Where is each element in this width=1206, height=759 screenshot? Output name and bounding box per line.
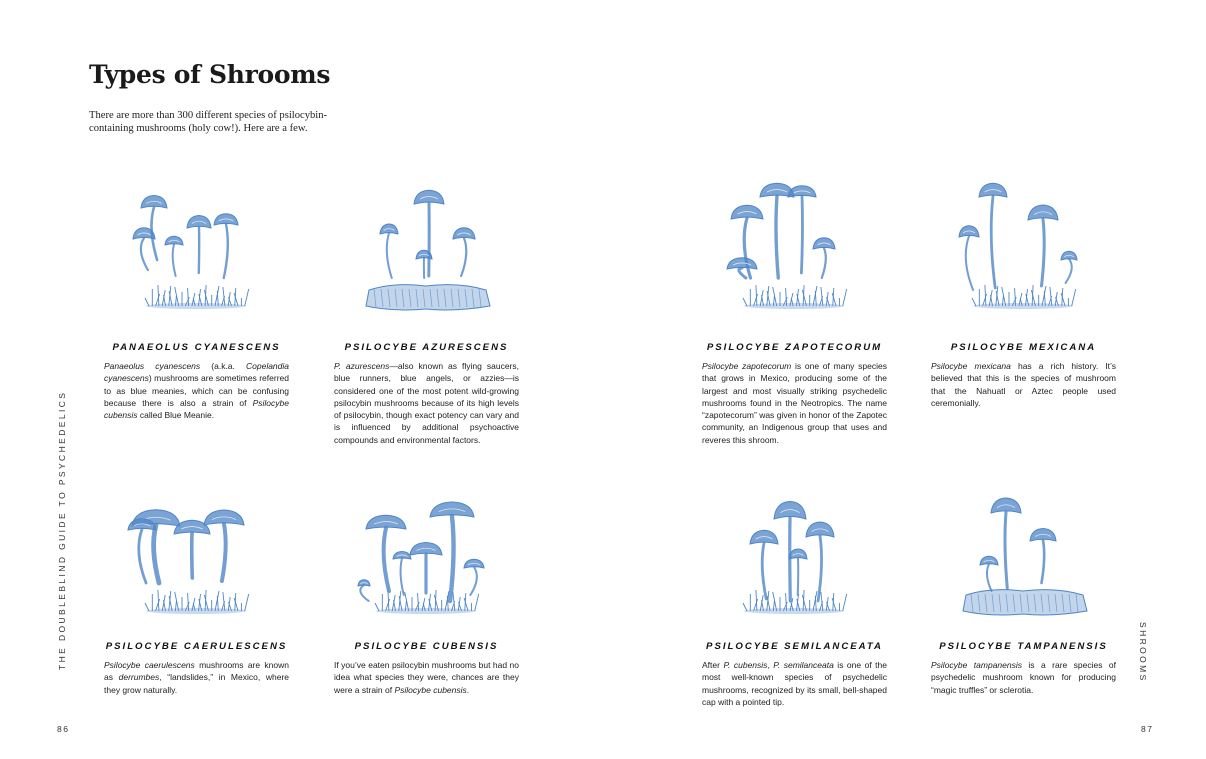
mushroom-stem: [1042, 219, 1045, 286]
species-name: PSILOCYBE ZAPOTECORUM: [706, 342, 883, 353]
grass-blade: [145, 603, 149, 611]
mushroom-stem: [991, 196, 995, 288]
species-name: PSILOCYBE CAERULESCENS: [105, 641, 288, 652]
mushroom-cap: [979, 183, 1007, 197]
page-number-right: 87: [1141, 724, 1154, 734]
ground-shadow: [146, 303, 246, 309]
mushroom-stem: [966, 236, 973, 290]
mushroom-stem: [387, 233, 392, 278]
grass-blade: [743, 603, 747, 611]
mushroom-stem: [801, 196, 802, 273]
species-name: PANAEOLUS CYANESCENS: [112, 342, 281, 353]
italic-text: Psilocybe cubensis: [394, 684, 467, 695]
mushroom-cap: [788, 186, 816, 197]
ground-shadow: [376, 608, 476, 614]
mushroom-illustration-icon: [931, 483, 1116, 633]
mushroom-cap: [1030, 529, 1056, 542]
grass-blade: [388, 590, 389, 611]
grass-blade: [245, 289, 249, 306]
mushroom-stem: [222, 524, 226, 581]
mushroom-illustration-icon: [702, 483, 887, 633]
mushroom-cap: [813, 238, 835, 249]
mushroom-stem: [139, 529, 146, 583]
mushroom-stem: [154, 525, 159, 583]
grass-blade: [1072, 289, 1076, 306]
body-text: .: [466, 684, 470, 695]
mushroom-stem: [384, 528, 389, 591]
body-text: called Blue Meanie.: [137, 410, 215, 421]
species-description: [702, 360, 887, 446]
grass-blade: [375, 603, 379, 611]
mushroom-cap: [774, 502, 806, 520]
body-text: is one of many species that grows in Mexico, producing some of the largest and most visually striking psychedelic mushrooms found in the Neotropics. The name “zapotecorum” was given in honor of the Zapotec community, an Indigenous group that uses and reveres this shroom.: [702, 361, 887, 445]
mushroom-cap: [731, 205, 763, 219]
body-text: —also known as flying saucers, blue runners, blue angels, or azzies—is considered one of the most potent wild-growing psilocybin mushrooms because of its high levels of psilocybin, though exact potency can vary and is influenced by additional psychoactive compounds and environmental factors.: [334, 361, 519, 445]
body-text: (a.k.a.: [200, 361, 246, 371]
species-description: [334, 659, 519, 696]
mushroom-stem: [1042, 540, 1045, 583]
mushroom-cap: [141, 196, 167, 209]
mushroom-stem: [141, 238, 148, 270]
grass-blade: [843, 594, 847, 611]
mushroom-cap: [991, 498, 1021, 513]
mushroom-illustration-icon: [104, 483, 289, 633]
mushroom-illustration-icon: [334, 178, 519, 328]
mushroom-stem: [1005, 512, 1007, 588]
mushroom-illustration-icon: [702, 178, 887, 328]
mushroom-cap: [727, 258, 757, 269]
mushroom-stem: [470, 567, 476, 595]
body-text: After: [702, 660, 724, 670]
species-description: [104, 659, 289, 696]
body-text: , “landslides,” in Mexico, where they grow naturally.: [104, 672, 289, 695]
mushroom-cap: [204, 510, 244, 525]
mushroom-stem: [173, 244, 176, 276]
ground-shadow: [146, 608, 246, 614]
species-name: PSILOCYBE MEXICANA: [950, 342, 1097, 353]
mushroom-cap: [187, 216, 211, 229]
italic-text: Psilocybe caerulescens: [104, 660, 195, 670]
species-name: PSILOCYBE SEMILANCEATA: [706, 641, 883, 652]
grass-blade: [985, 285, 986, 306]
mushroom-stem: [192, 533, 193, 578]
body-text: has a rich history. It’s believed that this is the species of mushroom that the Nahuatl or Aztec people used ceremonially.: [931, 361, 1116, 408]
mushroom-stem: [987, 564, 992, 591]
mushroom-cap: [430, 502, 474, 517]
species-description: [104, 360, 289, 421]
grass-blade: [843, 289, 847, 306]
mushroom-cap: [806, 522, 834, 537]
grass-blade: [756, 590, 757, 611]
species-description: [931, 360, 1116, 409]
mushroom-stem: [450, 516, 454, 601]
italic-text: P. cubensis: [723, 660, 768, 670]
species-name: PSILOCYBE CUBENSIS: [354, 641, 499, 652]
running-head-right: SHROOMS: [1138, 622, 1148, 683]
mushroom-stem: [739, 268, 746, 278]
mushroom-cap: [453, 228, 475, 239]
italic-text: P. semilanceata: [773, 660, 834, 670]
mushroom-stem: [1066, 259, 1072, 283]
grass-blade: [475, 594, 479, 611]
mushroom-stem: [822, 248, 826, 278]
mushroom-stem: [360, 585, 368, 601]
mushroom-stem: [798, 558, 799, 595]
mushroom-illustration-icon: [104, 178, 289, 328]
moss-ground: [366, 285, 490, 310]
species-description: [702, 659, 887, 708]
italic-text: derrumbes: [118, 672, 160, 683]
grass-blade: [158, 590, 159, 611]
mushroom-stem: [744, 218, 750, 278]
body-text: is one of the most well-known species of psychedelic mushrooms, recognized by its small, bell-shaped cap with a pointed tip.: [702, 660, 887, 707]
grass-blade: [756, 285, 757, 306]
intro-text: There are more than 300 different species of psilocybin-containing mushrooms (holy cow!). Here are a few.: [89, 110, 328, 134]
mushroom-cap: [1028, 205, 1058, 220]
mushroom-illustration-icon: [334, 483, 519, 633]
mushroom-cap: [959, 226, 979, 237]
grass-blade: [158, 285, 159, 306]
grass-blade: [743, 298, 747, 306]
italic-text: P. azurescens: [334, 361, 390, 371]
page-title: Types of Shrooms: [89, 60, 331, 89]
italic-text: Psilocybe cubensis: [104, 397, 289, 421]
species-description: [931, 659, 1116, 696]
mushroom-cap: [214, 214, 238, 225]
species-name: PSILOCYBE AZURESCENS: [344, 342, 509, 353]
italic-text: Panaeolus cyanescens: [104, 361, 201, 371]
mushroom-stem: [818, 536, 822, 601]
ground-shadow: [973, 303, 1073, 309]
mushroom-stem: [776, 196, 778, 278]
italic-text: Psilocybe mexicana: [931, 361, 1011, 371]
mushroom-cap: [366, 515, 406, 529]
running-head-left: THE DOUBLEBLIND GUIDE TO PSYCHEDELICS: [57, 390, 67, 670]
italic-text: Psilocybe zapotecorum: [702, 361, 792, 371]
species-description: [334, 360, 519, 446]
grass-blade: [972, 298, 976, 306]
mushroom-stem: [762, 543, 766, 599]
species-name: PSILOCYBE TAMPANENSIS: [939, 641, 1108, 652]
ground-shadow: [744, 608, 844, 614]
mushroom-stem: [790, 518, 791, 601]
mushroom-illustration-icon: [931, 178, 1116, 328]
body-text: ) mushrooms are sometimes referred to as blue meanies, which can be confusing because there is also a strain of: [104, 373, 289, 408]
body-text: If you’ve eaten psilocybin mushrooms but had no idea what species they were, chances are they were a strain of: [334, 660, 519, 695]
mushroom-cap: [410, 543, 442, 556]
body-text: is a rare species of psychedelic mushroom known for producing “magic truffles” or sclerotia.: [931, 660, 1116, 695]
mushroom-cap: [750, 530, 778, 544]
italic-text: Psilocybe tampanensis: [931, 660, 1022, 670]
mushroom-stem: [401, 558, 404, 595]
grass-blade: [245, 594, 249, 611]
mushroom-cap: [414, 190, 444, 204]
body-text: ,: [767, 660, 774, 670]
moss-ground: [963, 590, 1087, 615]
grass-blade: [145, 298, 149, 306]
ground-shadow: [744, 303, 844, 309]
italic-text: Copelandia cyanescens: [104, 361, 290, 384]
mushroom-stem: [461, 238, 466, 276]
mushroom-stem: [224, 224, 228, 278]
body-text: mushrooms are known as: [104, 660, 289, 683]
page-number-left: 86: [57, 724, 70, 734]
